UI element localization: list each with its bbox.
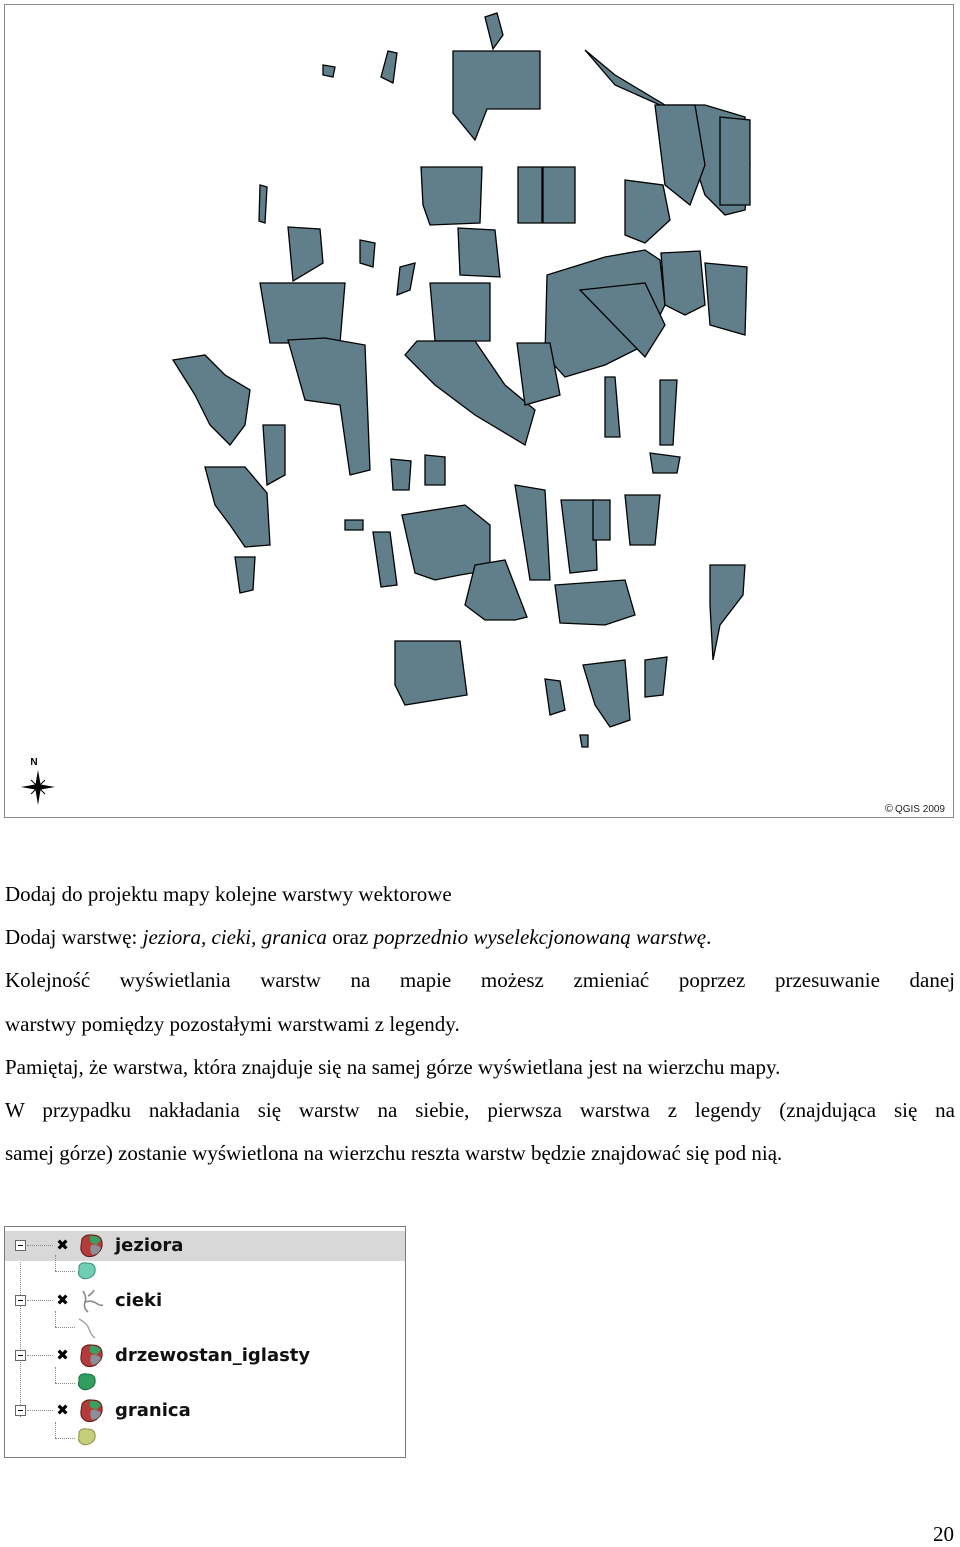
forest-parcel bbox=[288, 338, 370, 475]
forest-parcel bbox=[430, 283, 490, 341]
paragraph-line-6: W przypadku nakładania się warstw na siebie, pierwsza warstwa z legendy (znajdująca się na bbox=[5, 1098, 955, 1122]
collapse-toggle-icon[interactable] bbox=[15, 1405, 26, 1416]
copyright-notice bbox=[885, 803, 945, 815]
forest-parcel bbox=[720, 117, 750, 205]
layer-name: cieki bbox=[115, 1290, 163, 1311]
map-canvas[interactable] bbox=[4, 4, 954, 818]
layer-name: granica bbox=[115, 1400, 191, 1421]
forest-parcel bbox=[710, 565, 745, 660]
layer-name: jeziora bbox=[115, 1235, 184, 1256]
collapse-toggle-icon[interactable] bbox=[15, 1295, 26, 1306]
forest-parcel bbox=[593, 500, 610, 540]
lake-symbol-icon bbox=[77, 1262, 97, 1280]
forest-parcel bbox=[360, 240, 375, 267]
forest-parcel bbox=[645, 657, 667, 697]
forest-parcel bbox=[173, 355, 250, 445]
forest-parcel bbox=[425, 455, 445, 485]
forest-parcel bbox=[543, 167, 575, 223]
legend-layer-granica[interactable] bbox=[5, 1396, 405, 1426]
line2-layers: jeziora, cieki, granica bbox=[142, 925, 327, 949]
forest-parcel bbox=[205, 467, 270, 547]
forest-parcel bbox=[421, 167, 482, 225]
layer-name: drzewostan_iglasty bbox=[115, 1345, 311, 1366]
forest-parcel bbox=[345, 520, 363, 530]
forest-parcel bbox=[605, 377, 620, 437]
forest-parcel bbox=[260, 283, 345, 343]
forest-polygons-map bbox=[5, 5, 954, 818]
forest-parcel bbox=[625, 495, 660, 545]
line2-end: . bbox=[706, 925, 712, 949]
paragraph-line-1: Dodaj do projektu mapy kolejne warstwy wektorowe bbox=[5, 882, 452, 906]
layer-group-icon bbox=[79, 1398, 105, 1424]
line2-selected-layer: poprzednio wyselekcjonowaną warstwę bbox=[373, 925, 707, 949]
forest-parcel bbox=[660, 380, 677, 445]
collapse-toggle-icon[interactable] bbox=[15, 1350, 26, 1361]
forest-parcel bbox=[661, 251, 705, 315]
copyright-text: QGIS 2009 bbox=[894, 804, 945, 815]
legend-layer-cieki[interactable] bbox=[5, 1286, 405, 1316]
forest-parcel bbox=[373, 532, 397, 587]
page-number: 20 bbox=[933, 1522, 954, 1546]
forest-parcel bbox=[453, 51, 540, 140]
forest-parcel bbox=[625, 180, 670, 243]
forest-parcel bbox=[515, 485, 550, 580]
north-label: N bbox=[30, 757, 38, 768]
forest-parcels bbox=[173, 13, 750, 747]
forest-parcel bbox=[650, 453, 680, 473]
layer-visibility-checkbox[interactable]: ✖ bbox=[56, 1401, 69, 1419]
coniferous-stand-symbol-icon bbox=[77, 1373, 97, 1391]
forest-parcel bbox=[555, 580, 635, 625]
forest-parcel bbox=[583, 660, 630, 727]
collapse-toggle-icon[interactable] bbox=[15, 1240, 26, 1251]
layer-visibility-checkbox[interactable]: ✖ bbox=[56, 1291, 69, 1309]
copyright-symbol: © bbox=[884, 803, 893, 815]
north-arrow-icon bbox=[21, 757, 55, 805]
forest-parcel bbox=[391, 459, 411, 490]
forest-parcel bbox=[263, 425, 285, 485]
forest-parcel bbox=[518, 167, 542, 223]
boundary-symbol-icon bbox=[77, 1428, 97, 1446]
layer-legend-panel[interactable] bbox=[4, 1226, 406, 1458]
paragraph-line-2 bbox=[5, 927, 711, 948]
forest-parcel bbox=[705, 263, 747, 335]
layer-group-icon bbox=[79, 1233, 105, 1259]
legend-layer-jeziora[interactable] bbox=[5, 1231, 405, 1261]
stream-line-icon bbox=[79, 1288, 105, 1314]
line2-prefix: Dodaj warstwę: bbox=[5, 925, 143, 949]
layer-visibility-checkbox[interactable]: ✖ bbox=[56, 1236, 69, 1254]
layer-group-icon bbox=[79, 1343, 105, 1369]
forest-parcel bbox=[381, 51, 397, 83]
forest-parcel bbox=[458, 228, 500, 277]
legend-layer-drzewostan-iglasty[interactable] bbox=[5, 1341, 405, 1371]
paragraph-line-7: samej górze) zostanie wyświetlona na wierzchu reszta warstw będzie znajdować się pod nią. bbox=[5, 1141, 783, 1165]
forest-parcel bbox=[405, 341, 535, 445]
forest-parcel bbox=[259, 185, 267, 223]
forest-parcel bbox=[235, 557, 255, 593]
line2-mid: oraz bbox=[326, 925, 374, 949]
forest-parcel bbox=[561, 500, 597, 573]
forest-parcel bbox=[323, 65, 335, 77]
layer-visibility-checkbox[interactable]: ✖ bbox=[56, 1346, 69, 1364]
paragraph-line-5: Pamiętaj, że warstwa, która znajduje się na samej górze wyświetlana jest na wierzchu mapy. bbox=[5, 1055, 781, 1079]
forest-parcel bbox=[395, 641, 467, 705]
forest-parcel bbox=[465, 560, 527, 620]
forest-parcel bbox=[397, 263, 415, 295]
forest-parcel bbox=[545, 679, 565, 715]
paragraph-line-3: Kolejność wyświetlania warstw na mapie możesz zmieniać poprzez przesuwanie danej bbox=[5, 968, 955, 992]
stream-symbol-icon bbox=[77, 1317, 97, 1339]
paragraph-line-4: warstwy pomiędzy pozostałymi warstwami z legendy. bbox=[5, 1012, 460, 1036]
forest-parcel bbox=[485, 13, 503, 49]
forest-parcel bbox=[580, 735, 588, 747]
forest-parcel bbox=[288, 227, 323, 281]
